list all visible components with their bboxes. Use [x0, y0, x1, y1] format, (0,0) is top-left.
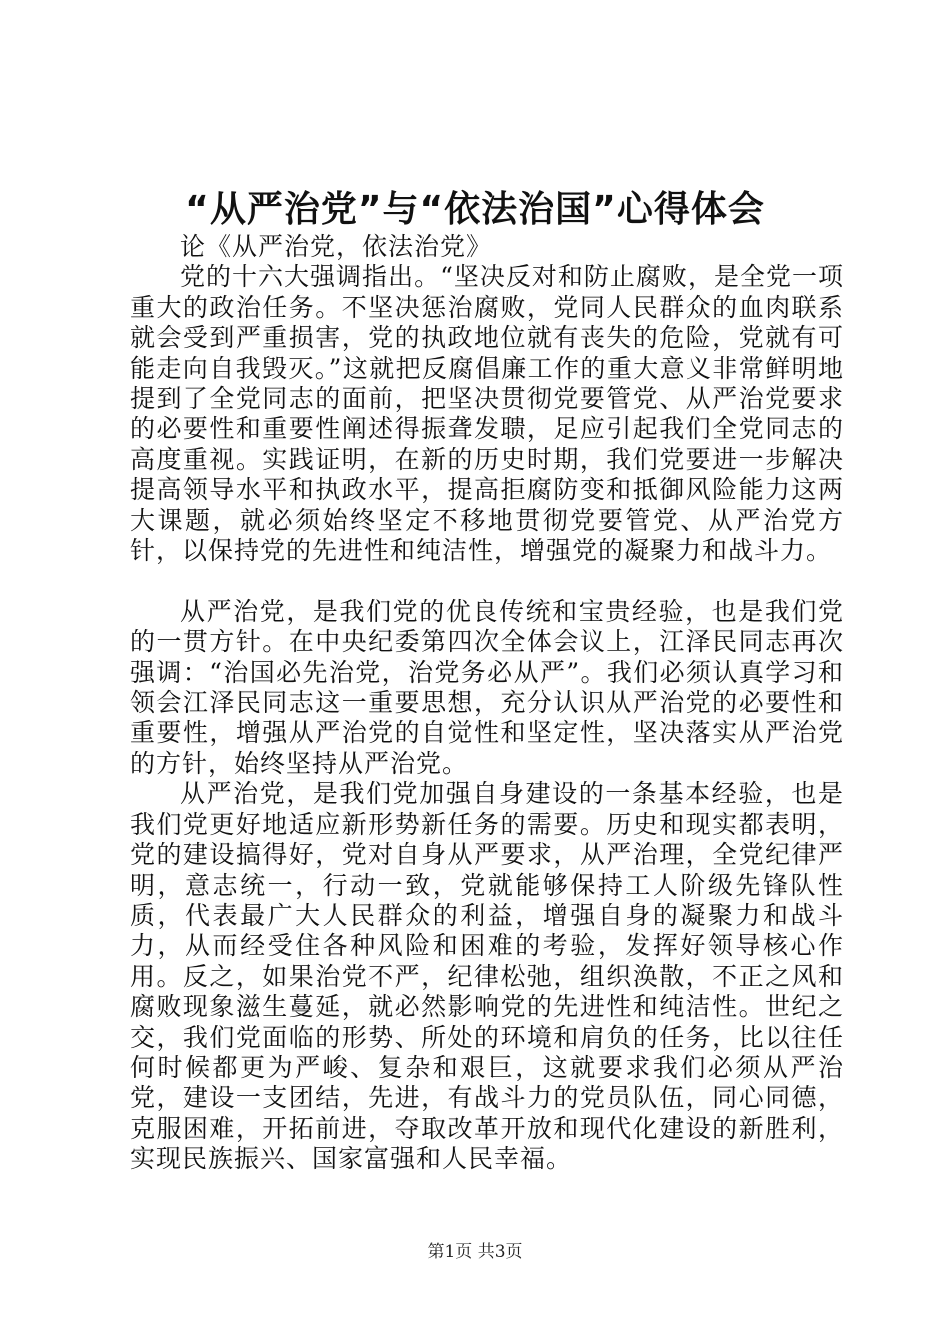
paragraph-3: 从严治党，是我们党加强自身建设的一条基本经验，也是我们党更好地适应新形势新任务的需要。历史和现实都表明，党的建设搞得好，党对自身从严要求，从严治理，全党纪律严明，意志统一，行动一致，党就能够保持工人阶级先锋队性质，代表最广大人民群众的利益，增强自身的凝聚力和战斗力，从而经受住各种风险和困难的考验，发挥好领导核心作用。反之，如果治党不严，纪律松弛，组织涣散，不正之风和腐败现象滋生蔓延，就必然影响党的先进性和纯洁性。世纪之交，我们党面临的形势、所处的环境和肩负的任务，比以往任何时候都更为严峻、复杂和艰巨，这就要求我们必须从严治党，建设一支团结，先进，有战斗力的党员队伍，同心同德，克服困难，开拓前进，夺取改革开放和现代化建设的新胜利，实现民族振兴、国家富强和人民幸福。 — [130, 779, 844, 1174]
paragraph-gap — [130, 566, 844, 596]
document-subtitle: 论《从严治党，依法治党》 — [180, 232, 493, 261]
paragraph-2: 从严治党，是我们党的优良传统和宝贵经验，也是我们党的一贯方针。在中央纪委第四次全体会议上，江泽民同志再次强调：“治国必先治党，治党务必从严”。我们必须认真学习和领会江泽民同志这一重要思想，充分认识从严治党的必要性和重要性，增强从严治党的自觉性和坚定性，坚决落实从严治党的方针，始终坚持从严治党。 — [130, 596, 844, 778]
page-number-footer: 第1页 共3页 — [427, 1242, 523, 1262]
paragraph-1: 党的十六大强调指出。“坚决反对和防止腐败，是全党一项重大的政治任务。不坚决惩治腐败，党同人民群众的血肉联系就会受到严重损害，党的执政地位就有丧失的危险，党就有可能走向自我毁灭。”这就把反腐倡廉工作的重大意义非常鲜明地提到了全党同志的面前，把坚决贯彻党要管党、从严治党要求的必要性和重要性阐述得振聋发聩，足应引起我们全党同志的高度重视。实践证明，在新的历史时期，我们党要进一步解决提高领导水平和执政水平，提高拒腐防变和抵御风险能力这两大课题，就必须始终坚定不移地贯彻党要管党、从严治党方针，以保持党的先进性和纯洁性，增强党的凝聚力和战斗力。 — [130, 262, 844, 566]
document-body — [130, 232, 844, 1175]
document-title: “从严治党”与“依法治国”心得体会 — [185, 189, 765, 230]
